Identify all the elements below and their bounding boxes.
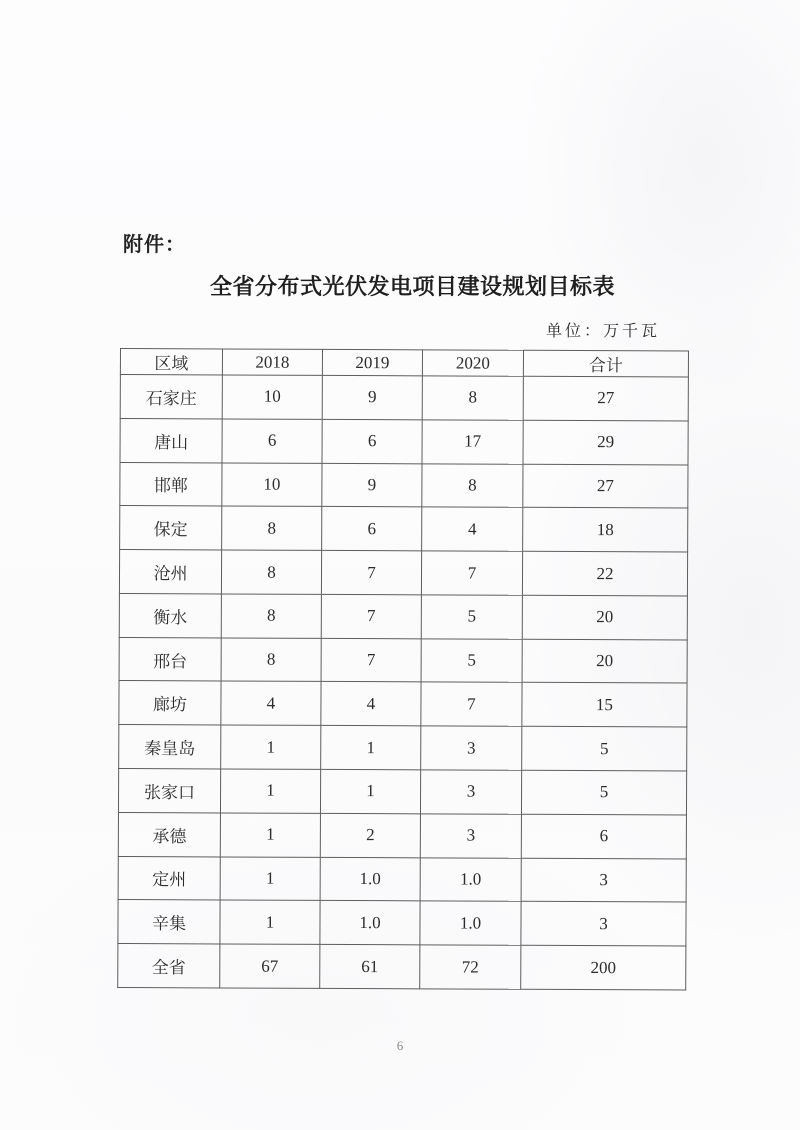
total-cell: 3 [521,902,686,947]
page-title: 全省分布式光伏发电项目建设规划目标表 [209,274,615,299]
value-cell: 7 [321,638,421,682]
column-header-region: 区域 [120,349,222,375]
value-cell: 8 [221,638,321,682]
value-cell: 6 [322,507,422,551]
value-cell: 1 [320,769,420,813]
total-cell: 27 [523,376,688,421]
table-row [119,550,687,596]
value-cell: 5 [421,639,522,683]
value-cell: 72 [420,945,521,989]
region-cell: 石家庄 [120,375,222,419]
value-cell: 5 [421,595,522,639]
total-cell: 20 [522,639,687,684]
region-cell: 唐山 [120,418,222,462]
column-header-2019: 2019 [322,349,422,375]
value-cell: 1 [220,857,320,901]
value-cell: 1 [220,813,320,857]
value-cell: 6 [222,419,322,463]
value-cell: 1 [221,725,321,769]
total-cell: 5 [521,770,686,815]
value-cell: 1 [220,900,320,944]
value-cell: 4 [422,507,523,551]
region-cell: 衡水 [119,593,221,637]
value-cell: 1 [321,726,421,770]
value-cell: 8 [222,506,322,550]
table-row [119,725,687,771]
table-row [118,856,686,902]
region-cell: 秦皇岛 [119,725,221,769]
value-cell: 10 [222,463,322,507]
planning-targets-table [117,348,689,990]
attachment-label: 附件： [123,234,186,256]
value-cell: 1.0 [320,901,420,945]
total-cell: 18 [523,508,688,553]
total-cell: 29 [523,420,688,465]
table-row [119,593,687,639]
value-cell: 10 [222,375,322,419]
value-cell: 7 [321,551,421,595]
total-cell: 200 [521,945,686,990]
table-row [120,418,688,464]
total-cell: 22 [522,551,687,596]
column-header-total: 合计 [523,350,688,377]
column-header-2020: 2020 [422,350,523,376]
table-row [120,506,688,552]
column-header-2018: 2018 [222,349,322,375]
region-cell: 张家口 [118,769,220,813]
unit-label: 单位：万千瓦 [545,323,660,340]
region-cell: 邯郸 [120,462,222,506]
region-cell: 辛集 [118,900,220,944]
region-cell: 邢台 [119,637,221,681]
total-cell: 3 [521,858,686,903]
value-cell: 3 [420,770,521,814]
table-row [118,812,686,858]
total-cell: 20 [522,595,687,640]
total-cell: 5 [522,727,687,772]
total-cell: 15 [522,683,687,728]
value-cell: 1 [220,769,320,813]
value-cell: 8 [422,463,523,507]
value-cell: 9 [322,463,422,507]
table-total-row [118,944,686,990]
value-cell: 1.0 [420,857,521,901]
value-cell: 2 [320,813,420,857]
table-row [120,375,688,421]
value-cell: 61 [320,945,420,989]
value-cell: 8 [221,550,321,594]
value-cell: 1.0 [320,857,420,901]
value-cell: 3 [420,814,521,858]
value-cell: 8 [422,376,523,420]
region-cell: 沧州 [119,550,221,594]
value-cell: 3 [421,726,522,770]
value-cell: 6 [322,419,422,463]
page-number: 6 [396,1038,404,1053]
region-cell: 定州 [118,856,220,900]
table-row [120,462,688,508]
value-cell: 7 [421,682,522,726]
table-row [119,637,687,683]
region-cell: 廊坊 [119,681,221,725]
value-cell: 4 [321,682,421,726]
table-row [118,769,686,815]
value-cell: 7 [321,594,421,638]
value-cell: 17 [422,420,523,464]
region-cell: 承德 [118,812,220,856]
value-cell: 67 [220,944,320,988]
value-cell: 8 [221,594,321,638]
total-cell: 6 [521,814,686,859]
table-row [118,900,686,946]
table-header-row [120,349,688,377]
value-cell: 7 [421,551,522,595]
value-cell: 4 [221,681,321,725]
table-row [119,681,687,727]
total-cell: 27 [523,464,688,509]
region-cell: 全省 [118,944,220,988]
value-cell: 1.0 [420,901,521,945]
region-cell: 保定 [120,506,222,550]
value-cell: 9 [322,375,422,419]
